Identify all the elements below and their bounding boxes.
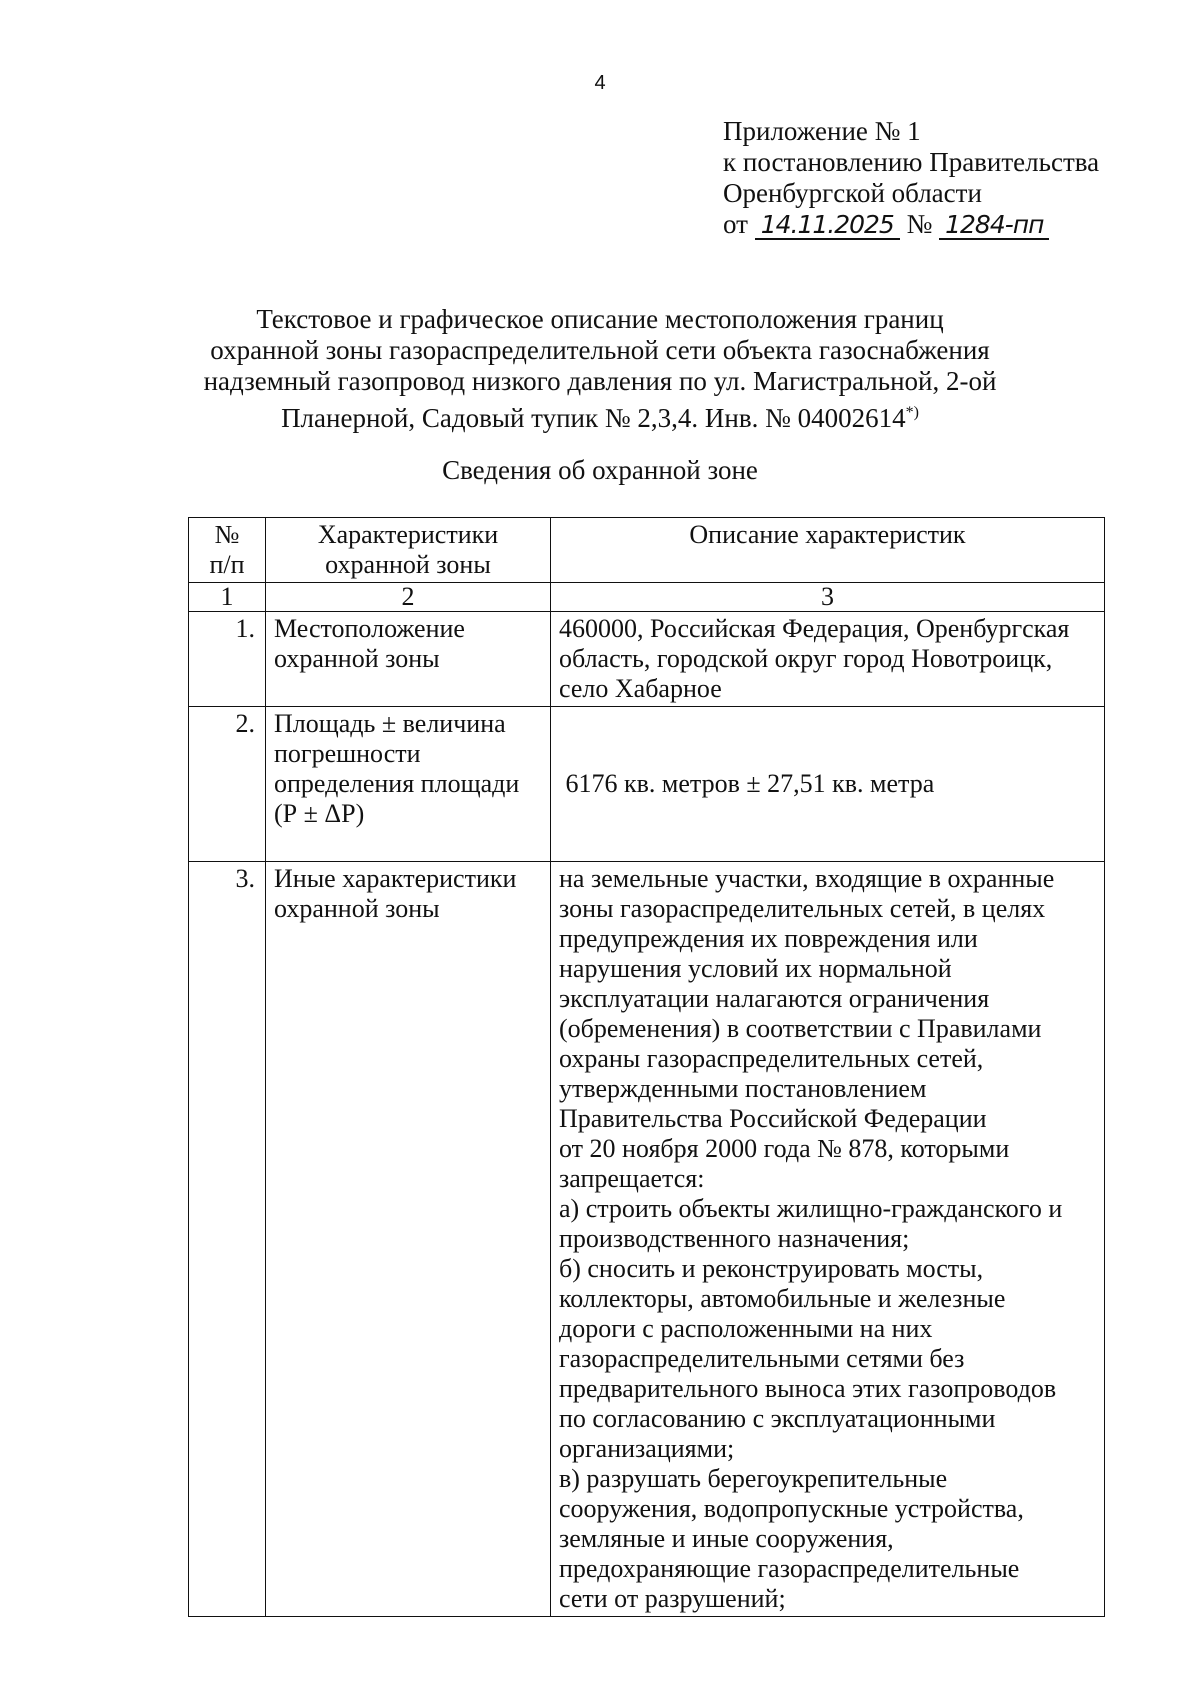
description-line: утвержденными постановлением	[559, 1074, 927, 1103]
description-line: земляные и иные сооружения,	[559, 1524, 894, 1553]
number-label: №	[906, 209, 933, 239]
description-line: охраны газораспределительных сетей,	[559, 1044, 984, 1073]
header-cell-description: Описание характеристик	[551, 518, 1105, 583]
header-cell-number: № п/п	[189, 518, 266, 583]
description-line: на земельные участки, входящие в охранные	[559, 864, 1055, 893]
description-line: организациями;	[559, 1434, 735, 1463]
appendix-line: Приложение № 1	[723, 116, 921, 146]
description-line: нарушения условий их нормальной	[559, 954, 952, 983]
description-line: запрещается:	[559, 1164, 705, 1193]
table-header-row	[189, 518, 1105, 583]
description-line: предохраняющие газораспределительные	[559, 1554, 1020, 1583]
appendix-block	[723, 116, 1099, 240]
description-line: производственного назначения;	[559, 1224, 910, 1253]
handwritten-number: 1284-пп	[939, 212, 1049, 240]
row-description: 6176 кв. метров ± 27,51 кв. метра	[551, 707, 1105, 862]
section-title: Сведения об охранной зоне	[442, 455, 758, 485]
description-line: сооружения, водопропускные устройства,	[559, 1494, 1024, 1523]
table-row	[189, 707, 1105, 862]
page-number: 4	[594, 72, 606, 94]
title-line: Планерной, Садовый тупик № 2,3,4. Инв. № 04002614*)	[281, 403, 919, 433]
description-line: Правительства Российской Федерации	[559, 1104, 987, 1133]
from-label: от	[723, 209, 748, 239]
appendix-line: Оренбургской области	[723, 178, 982, 208]
handwritten-date: 14.11.2025	[755, 212, 900, 240]
table-row	[189, 862, 1105, 1617]
column-number: 1	[189, 583, 266, 612]
row-characteristic: Площадь ± величина погрешности определения площади (Р ± ΔР)	[266, 707, 551, 862]
row-number: 3.	[189, 862, 266, 1617]
zone-info-table	[188, 517, 1105, 1617]
description-line: газораспределительными сетями без	[559, 1344, 965, 1373]
title-line: надземный газопровод низкого давления по ул. Магистральной, 2-ой	[203, 366, 997, 396]
description-line: предварительного выноса этих газопроводов	[559, 1374, 1057, 1403]
row-description: 460000, Российская Федерация, Оренбургская область, городской округ город Новотроицк, село Хабарное	[551, 612, 1105, 707]
document-title	[150, 304, 1050, 434]
row-characteristic: Иные характеристики охранной зоны	[266, 862, 551, 1617]
description-line: коллекторы, автомобильные и железные	[559, 1284, 1006, 1313]
description-line: по согласованию с эксплуатационными	[559, 1404, 996, 1433]
description-line: от 20 ноября 2000 года № 878, которыми	[559, 1134, 1010, 1163]
column-number: 2	[266, 583, 551, 612]
title-line: Текстовое и графическое описание местоположения границ	[256, 304, 944, 334]
column-number-row	[189, 583, 1105, 612]
description-line: эксплуатации налагаются ограничения	[559, 984, 990, 1013]
description-line: предупреждения их повреждения или	[559, 924, 978, 953]
appendix-line: к постановлению Правительства	[723, 147, 1100, 177]
table-row	[189, 612, 1105, 707]
description-line: сети от разрушений;	[559, 1584, 786, 1613]
description-line: б) сносить и реконструировать мосты,	[559, 1254, 984, 1283]
description-line: а) строить объекты жилищно-гражданского и	[559, 1194, 1063, 1223]
row-number: 1.	[189, 612, 266, 707]
description-line: зоны газораспределительных сетей, в целях	[559, 894, 1046, 923]
description-line: в) разрушать берегоукрепительные	[559, 1464, 948, 1493]
column-number: 3	[551, 583, 1105, 612]
description-line: (обременения) в соответствии с Правилами	[559, 1014, 1042, 1043]
row-number: 2.	[189, 707, 266, 862]
title-line: охранной зоны газораспределительной сети объекта газоснабжения	[210, 335, 990, 365]
description-line: дороги с расположенными на них	[559, 1314, 933, 1343]
appendix-date-line	[723, 209, 1099, 240]
row-description	[551, 862, 1105, 1617]
header-cell-characteristics: Характеристики охранной зоны	[266, 518, 551, 583]
footnote-mark: *)	[905, 404, 919, 421]
row-characteristic: Местоположение охранной зоны	[266, 612, 551, 707]
